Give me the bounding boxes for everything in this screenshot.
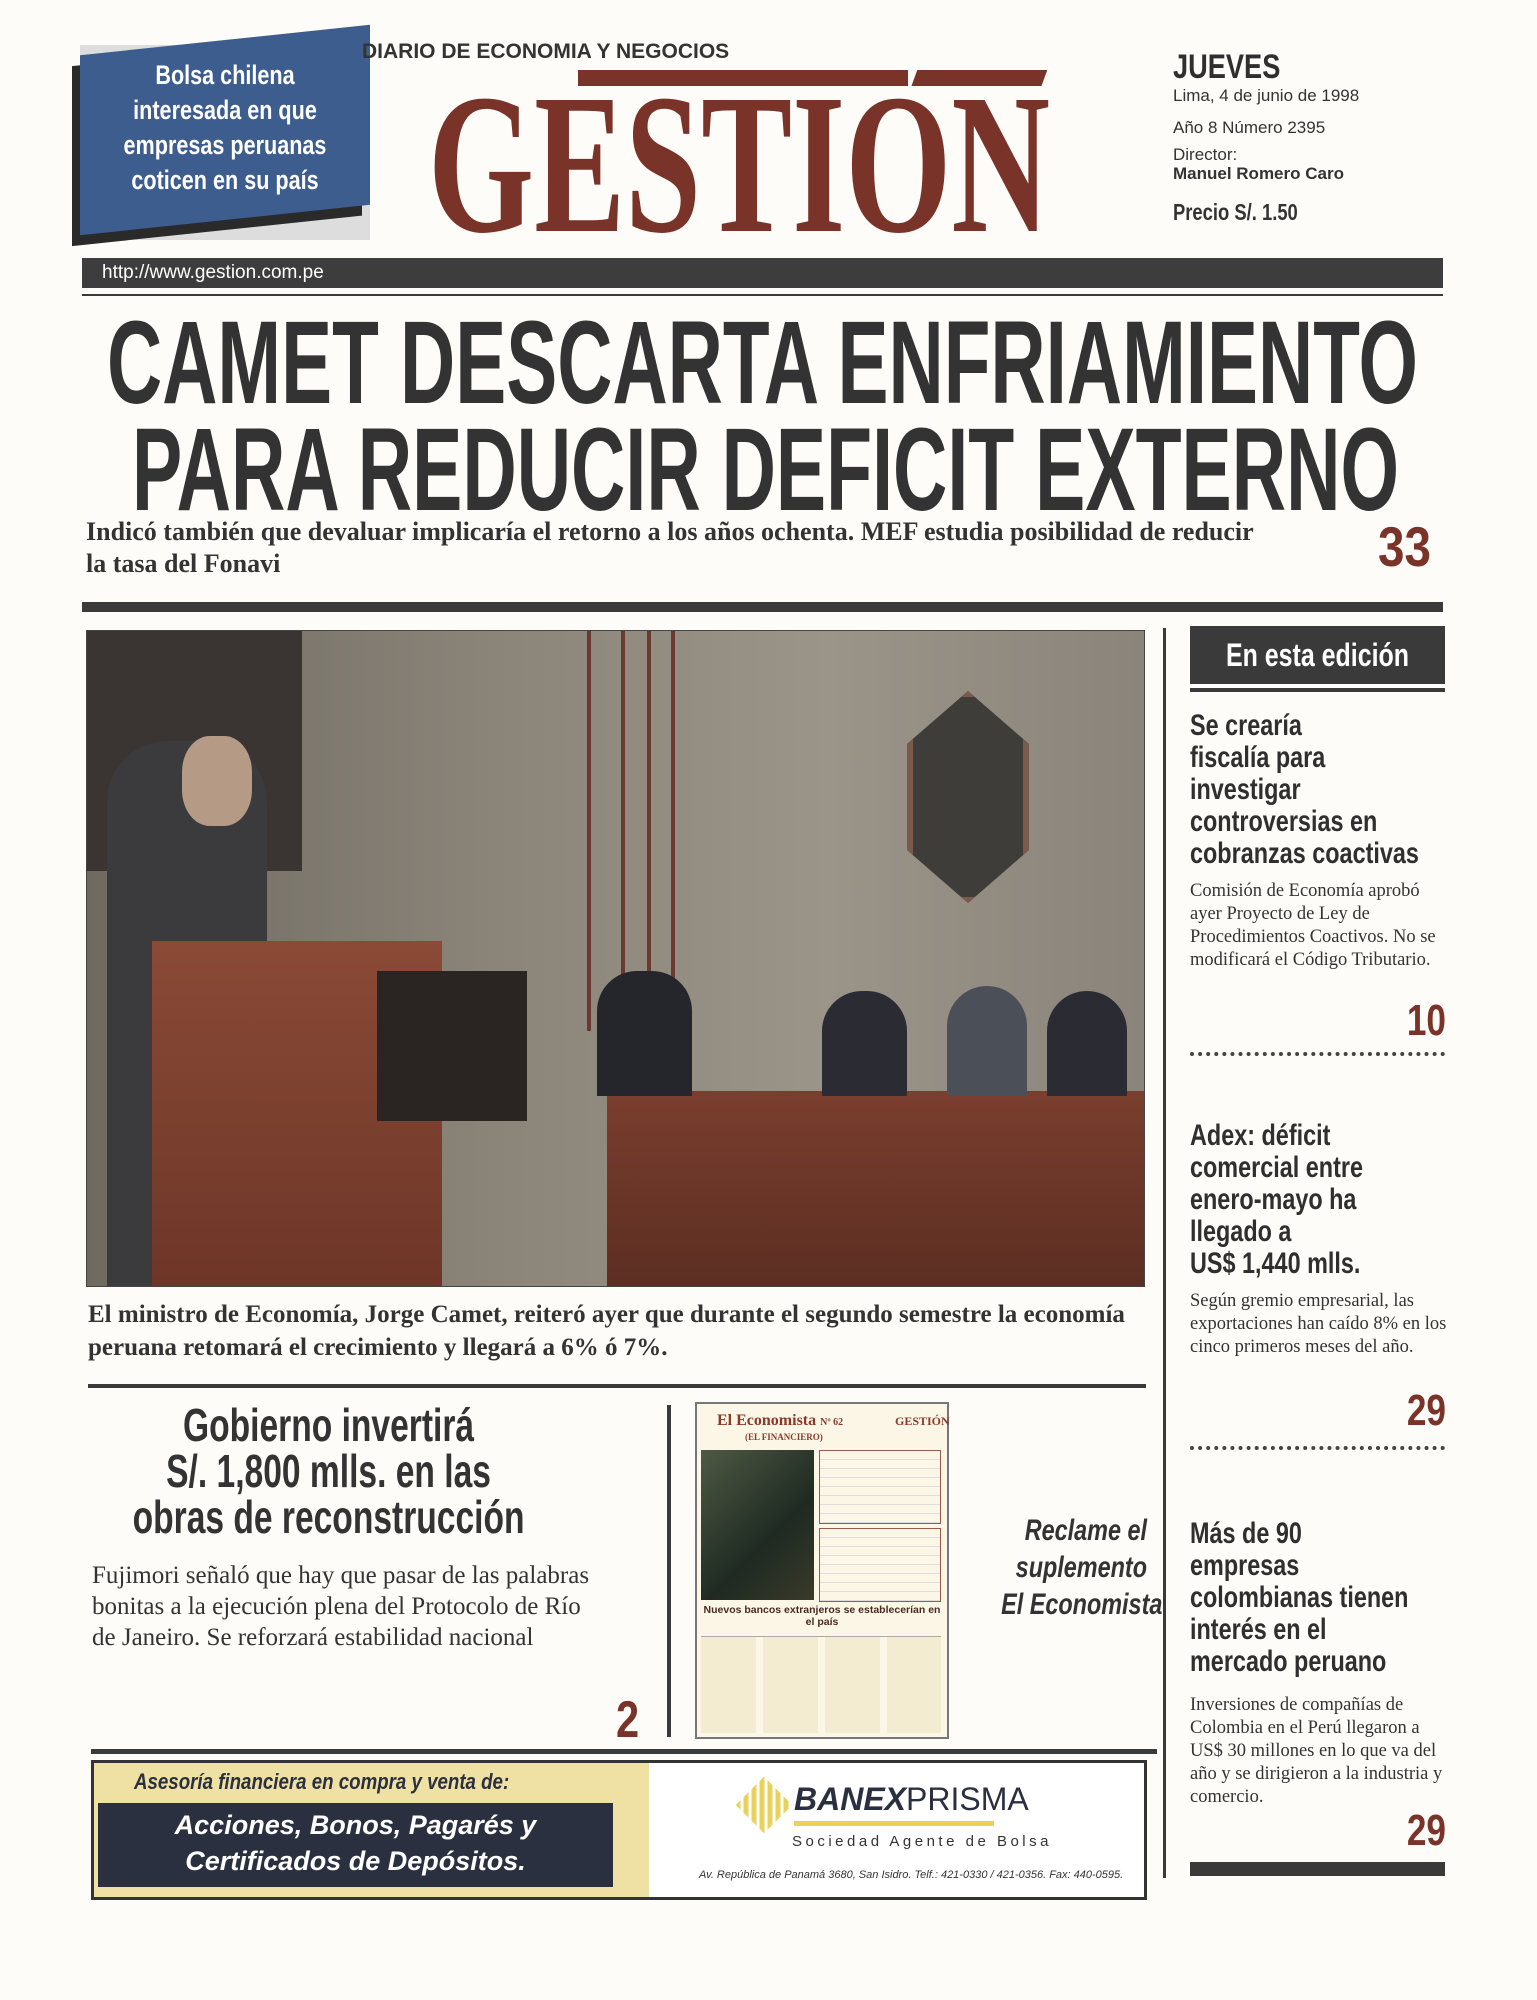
teaser-line: interesada en que [133, 95, 317, 125]
sidebar-item-body: Según gremio empresarial, las exportaciones han caído 8% en los cinco primeros meses del año. [1190, 1291, 1447, 1357]
sidebar-item-body: Comisión de Economía aprobó ayer Proyecto de Ley de Procedimientos Coactivos. No se modificará el Código Tributario. [1190, 881, 1436, 970]
ad-address: Av. República de Panamá 3680, San Isidro. Telf.: 421-0330 / 421-0356. Fax: 440-0595. [699, 1869, 1124, 1881]
second-body: Fujimori señaló que hay que pasar de las palabras bonitas a la ejecución plena del Protocolo de Río de Janeiro. Se reforzará estabilidad nacional [92, 1562, 590, 1651]
weekday: JUEVES [1173, 48, 1281, 86]
sidebar-item-title[interactable]: Adex: déficit comercial entre enero-mayo ha llegado a US$ 1,440 mlls. [1190, 1119, 1363, 1280]
promo-line: suplemento [1015, 1551, 1147, 1584]
brand-sub: Sociedad Agente de Bolsa [792, 1833, 1052, 1850]
cover-chart [819, 1450, 941, 1524]
photo-caption: El ministro de Economía, Jorge Camet, reiteró ayer que durante el segundo semestre la economía peruana retomará el crecimiento y llegará a 6% ó 7%. [88, 1301, 1125, 1361]
divider [88, 1384, 1146, 1388]
sidebar-header [1190, 626, 1445, 688]
teaser-line: empresas peruanas [123, 130, 327, 160]
lead-headline [0, 300, 1537, 520]
teaser-line: coticen en su país [131, 165, 319, 195]
date: Lima, 4 de junio de 1998 [1173, 86, 1360, 105]
headline-line: PARA REDUCIR DEFICIT EXTERNO [132, 404, 1399, 520]
ad-intro: Asesoría financiera en compra y venta de: [134, 1769, 510, 1794]
sidebar-item-title[interactable]: Se crearía fiscalía para investigar controversias en cobranzas coactivas [1190, 709, 1419, 870]
issue: Año 8 Número 2395 [1173, 118, 1326, 137]
tagline: DIARIO DE ECONOMIA Y NEGOCIOS [362, 40, 730, 63]
headline-line: Gobierno invertirá [183, 1399, 475, 1451]
lead-page-number[interactable]: 33 [1378, 515, 1431, 578]
url-bar [82, 258, 1443, 288]
ad-products: Acciones, Bonos, Pagarés y [174, 1810, 537, 1840]
price: Precio S/. 1.50 [1173, 199, 1298, 225]
director-name: Manuel Romero Caro [1173, 164, 1344, 183]
divider [82, 602, 1443, 612]
divider [1190, 1862, 1445, 1876]
sidebar-item-page[interactable]: 29 [1406, 1386, 1446, 1435]
brand-light: PRISMA [906, 1781, 1029, 1817]
dotted-divider [1190, 1446, 1445, 1450]
divider [91, 1749, 1157, 1754]
promo-line: Reclame el [1024, 1514, 1147, 1547]
banexprisma-ad[interactable] [91, 1760, 1147, 1900]
cover-tables [701, 1636, 941, 1733]
ad-products: Certificados de Depósitos. [185, 1846, 526, 1876]
divider [82, 294, 1443, 296]
teaser-box[interactable] [80, 25, 370, 235]
headline-line: obras de reconstrucción [132, 1491, 525, 1543]
cover-chart [819, 1528, 941, 1602]
sidebar-title: En esta edición [1225, 637, 1410, 673]
lead-deck: Indicó también que devaluar implicaría el retorno a los años ochenta. MEF estudia posibilidad de reducir la tasa del Fonavi [86, 517, 1254, 578]
director-label: Director: [1173, 145, 1238, 164]
dotted-divider [1190, 1052, 1445, 1056]
teaser-line: Bolsa chilena [155, 60, 295, 90]
headline-line: CAMET DESCARTA ENFRIAMIENTO [107, 300, 1418, 429]
sidebar-item-page[interactable]: 29 [1406, 1806, 1446, 1855]
promo-line: El Economista [1001, 1588, 1163, 1621]
supplement-cover[interactable] [695, 1402, 949, 1739]
second-headline [0, 1399, 694, 1543]
divider [667, 1405, 671, 1737]
cover-photo [701, 1450, 814, 1600]
banexprisma-logo-icon [736, 1777, 793, 1834]
sidebar-item-page[interactable]: 10 [1406, 996, 1446, 1045]
cover-subtitle: (EL FINANCIERO) [745, 1432, 823, 1442]
cover-headline: Nuevos bancos extranjeros se establecerían en el país [703, 1604, 941, 1628]
cover-number: Nº 62 [820, 1417, 844, 1428]
brand-bold: BANEX [794, 1781, 907, 1817]
svg-text:GESTION: GESTION [428, 68, 1050, 238]
cover-title: El Economista [717, 1412, 817, 1429]
sidebar-item-body: Inversiones de compañías de Colombia en el Perú llegaron a US$ 30 millones en lo que va del año y se dirigieron a la industria y comercio. [1190, 1695, 1443, 1807]
cover-logo: GESTIÓN [895, 1414, 950, 1428]
sidebar-item-title[interactable]: Más de 90 empresas colombianas tienen interés en el mercado peruano [1190, 1517, 1409, 1678]
website-link[interactable]: http://www.gestion.com.pe [102, 262, 324, 283]
lead-photo [86, 630, 1145, 1287]
logo [428, 68, 1058, 238]
divider [1163, 628, 1166, 1878]
headline-line: S/. 1,800 mlls. en las [166, 1445, 491, 1497]
second-page-number[interactable]: 2 [616, 1691, 640, 1749]
supplement-promo[interactable] [960, 1512, 1163, 1623]
